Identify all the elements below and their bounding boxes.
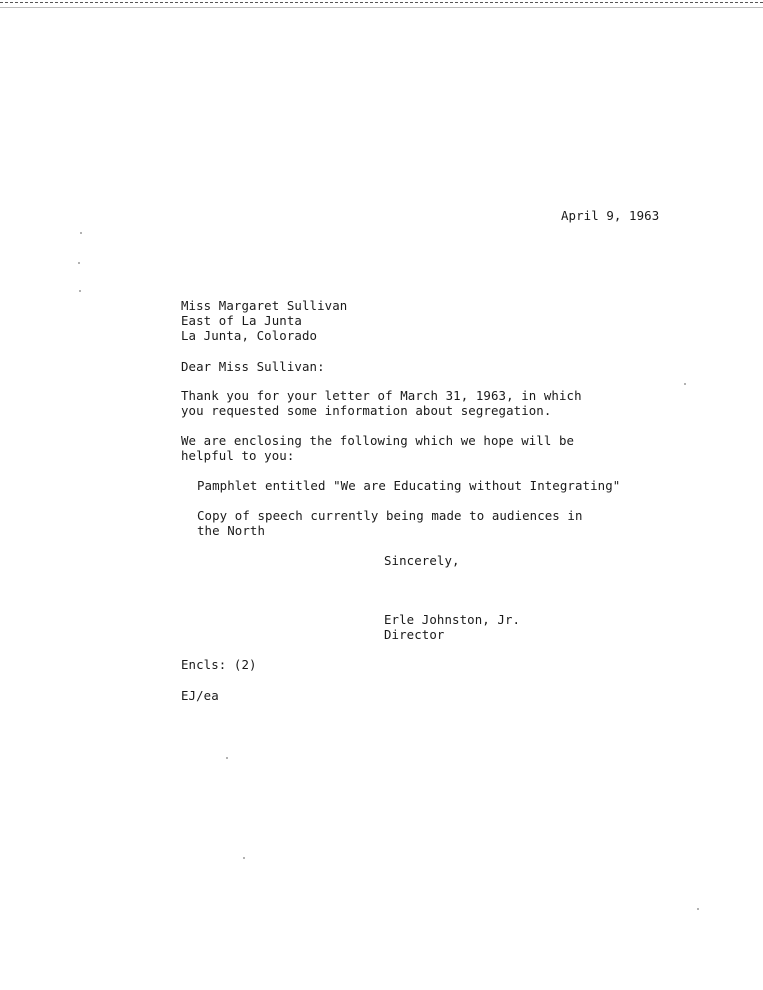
recipient-name: Miss Margaret Sullivan [181,298,348,313]
enclosures-note: Encls: (2) [181,657,257,672]
letter-date: April 9, 1963 [561,208,660,223]
paragraph-2-line-1: We are enclosing the following which we hope will be [181,433,575,448]
closing: Sincerely, [384,553,460,568]
scan-speck [80,232,82,234]
paragraph-1-line-1: Thank you for your letter of March 31, 1963, in which [181,388,582,403]
typist-initials: EJ/ea [181,688,219,703]
signer-title: Director [384,627,445,642]
scan-speck [78,262,80,264]
scan-speck [697,908,699,910]
page-top-edge [0,2,763,8]
scan-speck [79,290,81,292]
recipient-address-line-2: East of La Junta [181,313,302,328]
paragraph-1-line-2: you requested some information about segregation. [181,403,552,418]
signer-name: Erle Johnston, Jr. [384,612,521,627]
scan-speck [243,857,245,859]
scan-speck [226,757,228,759]
scan-speck [684,383,686,385]
paragraph-2-line-2: helpful to you: [181,448,295,463]
recipient-address-line-3: La Junta, Colorado [181,328,318,343]
salutation: Dear Miss Sullivan: [181,359,325,374]
enclosure-item-2-line-1: Copy of speech currently being made to audiences in [197,508,583,523]
enclosure-item-2-line-2: the North [197,523,266,538]
enclosure-item-1: Pamphlet entitled "We are Educating without Integrating" [197,478,621,493]
